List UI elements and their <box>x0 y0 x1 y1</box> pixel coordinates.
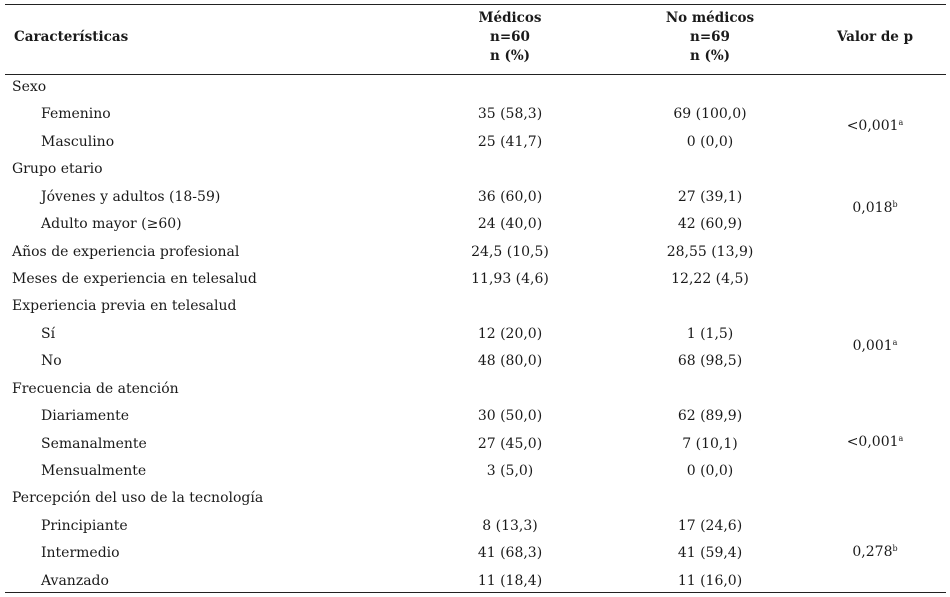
p-value-text: <0,001 <box>846 118 899 134</box>
no-medicos-value: 69 (100,0) <box>673 106 747 122</box>
no-medicos-value: 0 (0,0) <box>686 463 734 479</box>
table-row <box>0 459 950 486</box>
header-medicos-n: n=60 <box>490 29 530 45</box>
medicos-value: 30 (50,0) <box>477 408 543 424</box>
p-value-experiencia-previa <box>800 338 950 354</box>
header-medicos-unit: n (%) <box>489 48 531 64</box>
header-no-medicos-unit: n (%) <box>689 48 731 64</box>
medicos-value: 41 (68,3) <box>477 545 543 561</box>
table-row <box>0 267 950 294</box>
p-value-superscript: a <box>898 118 904 127</box>
table-row <box>0 212 950 239</box>
p-value-tecnologia <box>800 544 950 560</box>
table-row <box>0 75 950 102</box>
item-label: Masculino <box>41 134 115 150</box>
medicos-value: 25 (41,7) <box>477 134 543 150</box>
item-label: Avanzado <box>41 573 109 589</box>
item-label: Femenino <box>41 106 111 122</box>
no-medicos-value: 28,55 (13,9) <box>666 244 754 260</box>
header-p-value: Valor de p <box>836 29 914 45</box>
no-medicos-value: 42 (60,9) <box>677 216 743 232</box>
header-medicos-title: Médicos <box>478 10 542 26</box>
p-value-superscript: b <box>892 544 898 553</box>
medicos-value: 24 (40,0) <box>477 216 543 232</box>
category-label: Meses de experiencia en telesalud <box>12 271 257 287</box>
medicos-value: 3 (5,0) <box>486 463 534 479</box>
table-row <box>0 514 950 541</box>
no-medicos-value: 62 (89,9) <box>677 408 743 424</box>
table-top-rule <box>5 4 946 5</box>
no-medicos-value: 1 (1,5) <box>686 326 734 342</box>
category-label: Años de experiencia profesional <box>12 244 240 260</box>
category-label: Experiencia previa en telesalud <box>12 298 237 314</box>
p-value-superscript: a <box>898 434 904 443</box>
p-value-grupo-etario <box>800 200 950 216</box>
p-value-text: <0,001 <box>846 434 899 450</box>
item-label: Jóvenes y adultos (18-59) <box>41 189 221 205</box>
no-medicos-value: 68 (98,5) <box>677 353 743 369</box>
medicos-value: 27 (45,0) <box>477 436 543 452</box>
category-label: Percepción del uso de la tecnología <box>12 490 264 506</box>
item-label: Adulto mayor (≥60) <box>41 216 182 232</box>
table-row <box>0 377 950 404</box>
table-row <box>0 404 950 431</box>
table-row <box>0 157 950 184</box>
item-label: Principiante <box>41 518 128 534</box>
no-medicos-value: 11 (16,0) <box>677 573 743 589</box>
item-label: Mensualmente <box>41 463 147 479</box>
category-label: Sexo <box>12 79 47 95</box>
medicos-value: 24,5 (10,5) <box>471 244 549 260</box>
category-label: Grupo etario <box>12 161 103 177</box>
p-value-frecuencia <box>800 434 950 450</box>
item-label: Sí <box>41 326 56 342</box>
medicos-value: 8 (13,3) <box>482 518 538 534</box>
item-label: Diariamente <box>41 408 130 424</box>
medicos-value: 48 (80,0) <box>477 353 543 369</box>
header-medicos <box>440 9 580 66</box>
table-row <box>0 486 950 513</box>
p-value-text: 0,001 <box>852 338 893 354</box>
no-medicos-value: 41 (59,4) <box>677 545 743 561</box>
item-label: Intermedio <box>41 545 120 561</box>
header-no-medicos <box>640 9 780 66</box>
p-value-text: 0,278 <box>852 544 893 560</box>
table-row <box>0 294 950 321</box>
medicos-value: 12 (20,0) <box>477 326 543 342</box>
table-row <box>0 240 950 267</box>
item-label: Semanalmente <box>41 436 147 452</box>
p-value-superscript: a <box>892 338 898 347</box>
no-medicos-value: 12,22 (4,5) <box>671 271 749 287</box>
no-medicos-value: 17 (24,6) <box>677 518 743 534</box>
header-no-medicos-title: No médicos <box>665 10 755 26</box>
header-no-medicos-n: n=69 <box>690 29 730 45</box>
medicos-value: 11,93 (4,6) <box>471 271 549 287</box>
p-value-sexo <box>800 118 950 134</box>
table-bottom-rule <box>5 592 946 593</box>
item-label: No <box>41 353 62 369</box>
p-value-text: 0,018 <box>852 200 893 216</box>
table-row <box>0 130 950 157</box>
medicos-value: 35 (58,3) <box>477 106 543 122</box>
no-medicos-value: 0 (0,0) <box>686 134 734 150</box>
no-medicos-value: 27 (39,1) <box>677 189 743 205</box>
medicos-value: 36 (60,0) <box>477 189 543 205</box>
medicos-value: 11 (18,4) <box>477 573 543 589</box>
p-value-superscript: b <box>892 200 898 209</box>
no-medicos-value: 7 (10,1) <box>682 436 738 452</box>
header-characteristics: Características <box>14 29 129 45</box>
category-label: Frecuencia de atención <box>12 381 179 397</box>
